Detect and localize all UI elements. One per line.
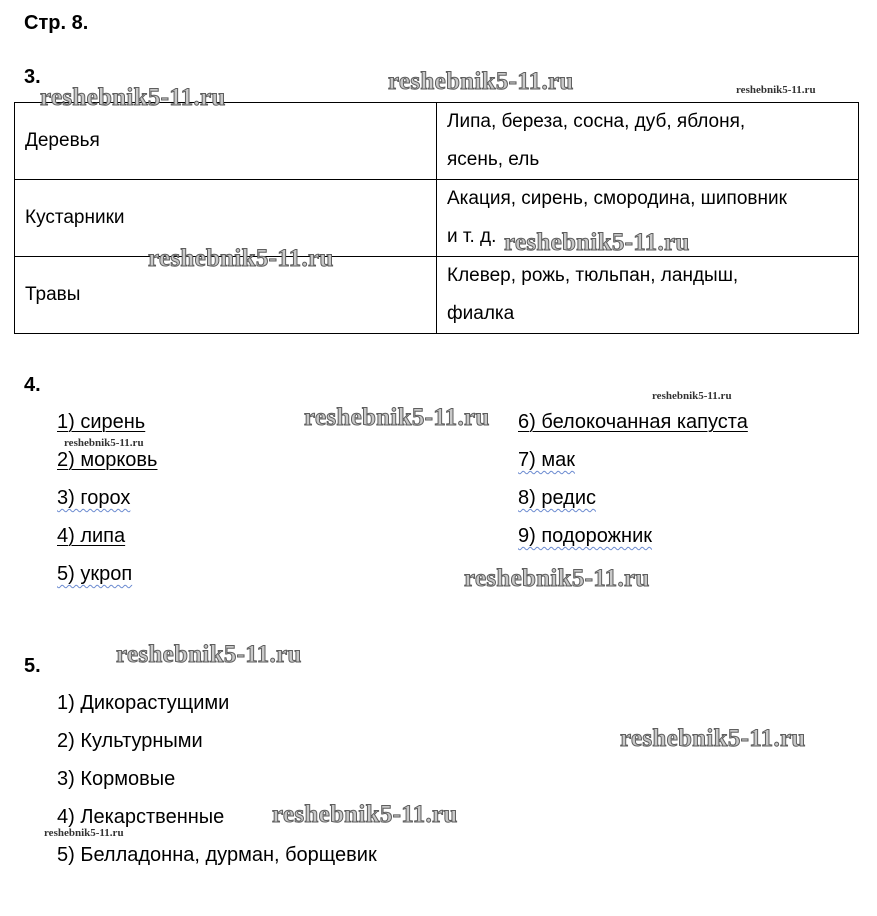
task-3-number: 3. xyxy=(24,66,41,88)
answer-list-item: 5) Белладонна, дурман, борщевик xyxy=(57,844,377,866)
examples-line: Липа, береза, сосна, дуб, яблоня, xyxy=(447,111,746,132)
watermark: reshebnik5-11.ru xyxy=(620,725,806,752)
category-cell: Кустарники xyxy=(15,180,437,257)
watermark: reshebnik5-11.ru xyxy=(64,437,144,449)
watermark: reshebnik5-11.ru xyxy=(272,801,458,828)
examples-cell xyxy=(437,257,859,334)
watermark: reshebnik5-11.ru xyxy=(304,404,490,431)
examples-line: ясень, ель xyxy=(447,149,540,170)
watermark: reshebnik5-11.ru xyxy=(40,84,226,111)
category-cell: Травы xyxy=(15,257,437,334)
table-row xyxy=(15,257,859,334)
watermark: reshebnik5-11.ru xyxy=(148,245,334,272)
watermark: reshebnik5-11.ru xyxy=(388,68,574,95)
plant-list-item: 6) белокочанная капуста xyxy=(518,411,748,433)
category-cell: Деревья xyxy=(15,103,437,180)
plant-list-item: 3) горох xyxy=(57,487,131,509)
task-5-number: 5. xyxy=(24,655,41,677)
examples-line: Акация, сирень, смородина, шиповник xyxy=(447,188,787,209)
plant-list-item: 2) морковь xyxy=(57,449,158,471)
examples-line: фиалка xyxy=(447,303,515,324)
plants-table xyxy=(14,102,859,334)
plant-list-item: 7) мак xyxy=(518,449,575,471)
plant-list-item: 1) сирень xyxy=(57,411,146,433)
watermark: reshebnik5-11.ru xyxy=(464,565,650,592)
answer-list-item: 1) Дикорастущими xyxy=(57,692,230,714)
watermark: reshebnik5-11.ru xyxy=(652,390,732,402)
table-row xyxy=(15,180,859,257)
plant-list-item: 8) редис xyxy=(518,487,596,509)
watermark: reshebnik5-11.ru xyxy=(116,641,302,668)
answer-list-item: 4) Лекарственные xyxy=(57,806,225,828)
task-4-number: 4. xyxy=(24,374,41,396)
table-row xyxy=(15,103,859,180)
watermark: reshebnik5-11.ru xyxy=(504,229,690,256)
watermark: reshebnik5-11.ru xyxy=(736,84,816,96)
examples-line: и т. д. xyxy=(447,226,497,247)
page-title: Стр. 8. xyxy=(24,12,89,34)
plant-list-item: 5) укроп xyxy=(57,563,133,585)
answer-list-item: 3) Кормовые xyxy=(57,768,176,790)
answer-list-item: 2) Культурными xyxy=(57,730,203,752)
plant-list-item: 9) подорожник xyxy=(518,525,653,547)
watermark: reshebnik5-11.ru xyxy=(44,827,124,839)
examples-line: Клевер, рожь, тюльпан, ландыш, xyxy=(447,265,739,286)
plant-list-item: 4) липа xyxy=(57,525,126,547)
examples-cell xyxy=(437,103,859,180)
